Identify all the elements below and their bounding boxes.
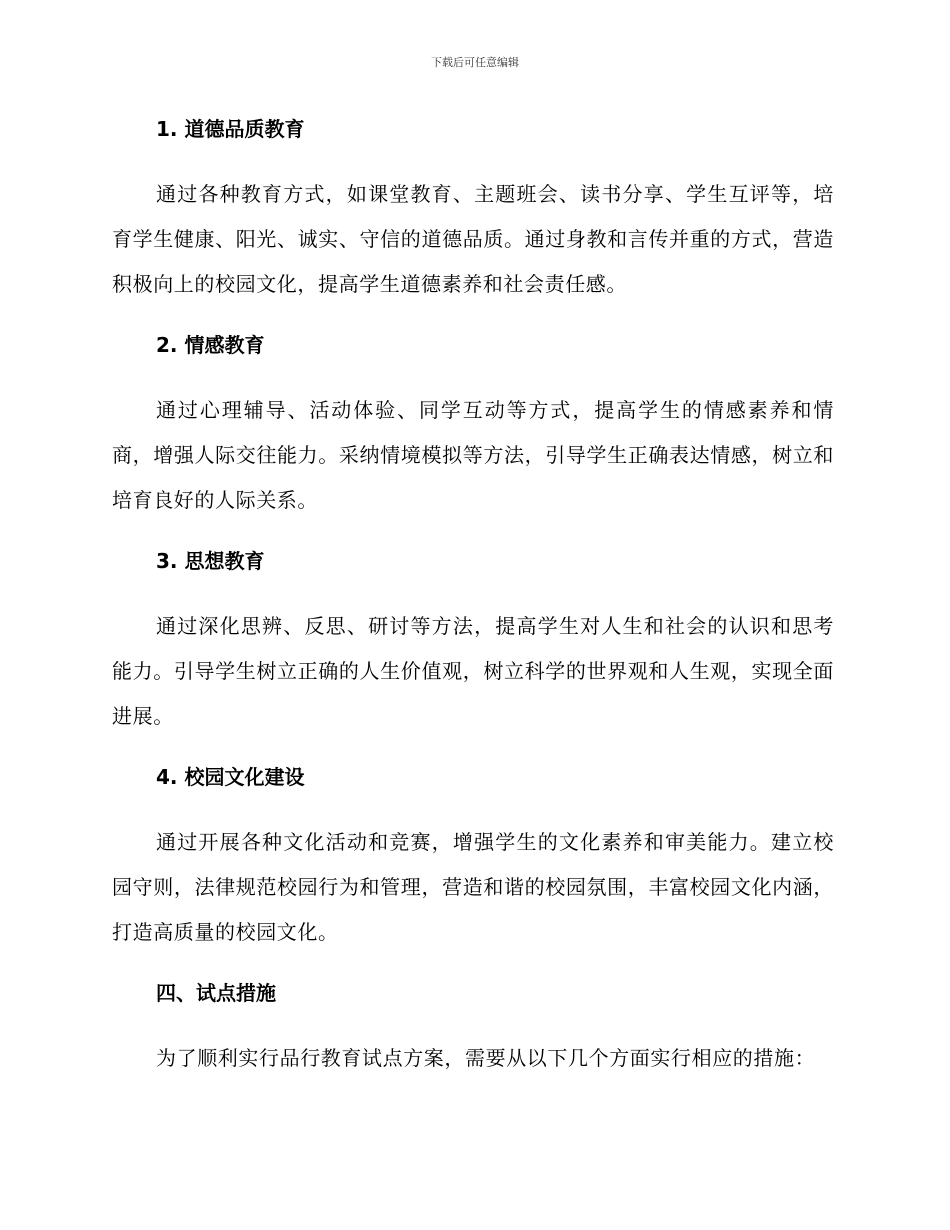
section-body-campus-culture: 通过开展各种文化活动和竞赛，增强学生的文化素养和审美能力。建立校园守则，法律规范校园行为和管理，营造和谐的校园氛围，丰富校园文化内涵，打造高质量的校园文化。 xyxy=(112,830,834,944)
section-heading-thought: 3. 思想教育 xyxy=(156,549,265,573)
section-body-moral: 通过各种教育方式，如课堂教育、主题班会、读书分享、学生互评等，培育学生健康、阳光、诚实、守信的道德品质。通过身教和言传并重的方式，营造积极向上的校园文化，提高学生道德素养和社会责任感。 xyxy=(112,182,834,296)
page-header: 下载后可任意编辑 xyxy=(431,56,519,69)
section-heading-moral: 1. 道德品质教育 xyxy=(156,117,305,141)
section-body-thought: 通过深化思辨、反思、研讨等方法，提高学生对人生和社会的认识和思考能力。引导学生树立正确的人生价值观，树立科学的世界观和人生观，实现全面进展。 xyxy=(112,614,834,728)
section-heading-campus-culture: 4. 校园文化建设 xyxy=(156,765,305,789)
section-heading-pilot-measures: 四、试点措施 xyxy=(156,981,276,1005)
section-body-pilot-measures: 为了顺利实行品行教育试点方案，需要从以下几个方面实行相应的措施： xyxy=(156,1046,816,1070)
document-body xyxy=(112,108,834,1098)
section-heading-emotion: 2. 情感教育 xyxy=(156,333,265,357)
section-body-emotion: 通过心理辅导、活动体验、同学互动等方式，提高学生的情感素养和情商，增强人际交往能力。采纳情境模拟等方法，引导学生正确表达情感，树立和培育良好的人际关系。 xyxy=(112,398,834,512)
